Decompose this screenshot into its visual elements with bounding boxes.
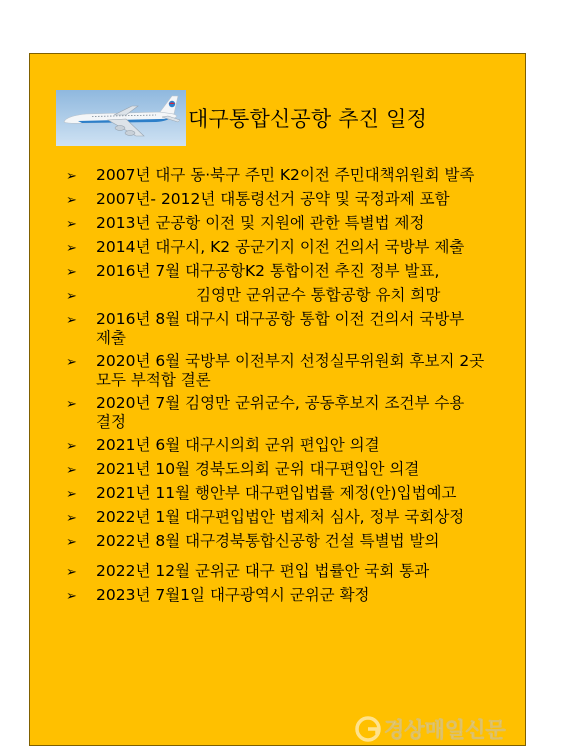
- arrow-bullet-icon: ➢: [66, 463, 77, 478]
- list-item: [66, 532, 496, 552]
- arrow-bullet-icon: ➢: [66, 169, 77, 184]
- list-item-text: 2020년 6월 국방부 이전부지 선정실무위원회 후보지 2곳 모두 부적합 결론: [96, 352, 485, 389]
- airplane-photo: [56, 90, 186, 146]
- list-item-text: 2022년 1월 대구편입법안 법제처 심사, 정부 국회상정: [96, 508, 465, 526]
- list-item-text: 2014년 대구시, K2 공군기지 이전 건의서 국방부 제출: [96, 238, 465, 256]
- arrow-bullet-icon: ➢: [66, 289, 77, 304]
- list-item: [66, 436, 496, 456]
- list-item: [66, 310, 496, 348]
- list-item: [66, 238, 496, 258]
- slide-title: 대구통합신공항 추진 일정: [188, 107, 428, 131]
- list-item-text: 김영만 군위군수 통합공항 유치 희망: [196, 286, 441, 304]
- list-item-text: 2020년 7월 김영만 군위군수, 공동후보지 조건부 수용 결정: [96, 394, 465, 431]
- gyeongsang-maeil-logo-icon: [355, 716, 381, 742]
- watermark-text: 경상매일신문: [384, 718, 506, 742]
- list-item: [66, 352, 496, 390]
- arrow-bullet-icon: ➢: [66, 589, 77, 604]
- list-item-text: 2023년 7월1일 대구광역시 군위군 확정: [96, 586, 370, 604]
- list-item-text: 2022년 8월 대구경북통합신공항 건설 특별법 발의: [96, 532, 440, 550]
- arrow-bullet-icon: ➢: [66, 217, 77, 232]
- list-item: [66, 286, 496, 306]
- list-item-text: 2016년 8월 대구시 대구공항 통합 이전 건의서 국방부 제출: [96, 310, 465, 347]
- list-item: [66, 586, 496, 606]
- arrow-bullet-icon: ➢: [66, 511, 77, 526]
- schedule-slide: [29, 53, 526, 746]
- arrow-bullet-icon: ➢: [66, 265, 77, 280]
- list-item: [66, 508, 496, 528]
- newspaper-watermark: [355, 714, 506, 744]
- list-item: [66, 214, 496, 234]
- list-item: [66, 166, 496, 186]
- list-item-text: 2022년 12월 군위군 대구 편입 법률안 국회 통과: [96, 562, 430, 580]
- arrow-bullet-icon: ➢: [66, 439, 77, 454]
- list-item-text: 2007년 대구 동·북구 주민 K2이전 주민대책위원회 발족: [96, 166, 475, 184]
- arrow-bullet-icon: ➢: [66, 535, 77, 550]
- list-item: [66, 190, 496, 210]
- arrow-bullet-icon: ➢: [66, 313, 77, 328]
- arrow-bullet-icon: ➢: [66, 565, 77, 580]
- arrow-bullet-icon: ➢: [66, 355, 77, 370]
- list-item: [66, 562, 496, 582]
- list-item: [66, 394, 496, 432]
- list-item-text: 2021년 6월 대구시의회 군위 편입안 의결: [96, 436, 380, 454]
- list-item: [66, 460, 496, 480]
- list-item-text: 2016년 7월 대구공항K2 통합이전 추진 정부 발표,: [96, 262, 440, 280]
- schedule-list: [66, 166, 496, 610]
- arrow-bullet-icon: ➢: [66, 397, 77, 412]
- slide-header: [56, 90, 427, 146]
- arrow-bullet-icon: ➢: [66, 241, 77, 256]
- arrow-bullet-icon: ➢: [66, 487, 77, 502]
- list-item: [66, 262, 496, 282]
- list-item-text: 2021년 10월 경북도의회 군위 대구편입안 의결: [96, 460, 420, 478]
- list-item-text: 2007년- 2012년 대통령선거 공약 및 국정과제 포함: [96, 190, 450, 208]
- list-item-text: 2021년 11월 행안부 대구편입법률 제정(안)입법예고: [96, 484, 457, 502]
- list-item-text: 2013년 군공항 이전 및 지원에 관한 특별법 제정: [96, 214, 425, 232]
- arrow-bullet-icon: ➢: [66, 193, 77, 208]
- list-item: [66, 484, 496, 504]
